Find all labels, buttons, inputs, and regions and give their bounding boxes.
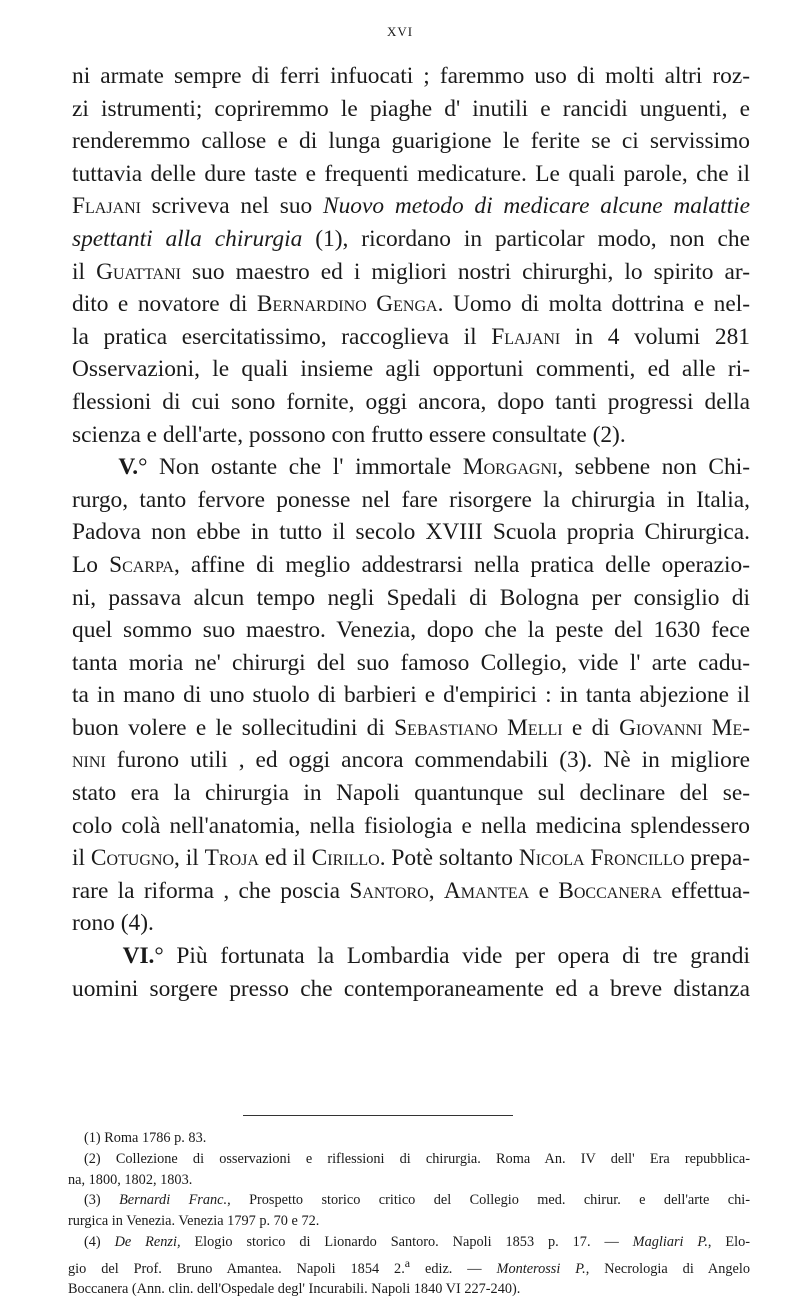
body-line: la pratica esercitatissimo, raccoglieva il Flajani in 4 volumi 281 — [72, 323, 750, 350]
body-line: stato era la chirurgia in Napoli quantunque sul declinare del se- — [72, 780, 750, 807]
footnote-continuation: gio del Prof. Bruno Amantea. Napoli 1854 2.$^a$ ediz. — Monterossi P., Necrologia di Angelo — [68, 1255, 751, 1277]
footnote-continuation: na, 1800, 1802, 1803. — [68, 1171, 193, 1188]
body-line: dito e novatore di Bernardino Genga. Uomo di molta dottrina e nel- — [72, 291, 751, 318]
footnote: (2) Collezione di osservazioni e riflessioni di chirurgia. Roma An. IV dell' Era repubblica- — [84, 1150, 750, 1167]
citation-author: Bernardi Franc. — [119, 1192, 228, 1209]
body-line: colo colà nell'anatomia, nella fisiologia e nella medicina splendessero — [72, 812, 750, 839]
body-text — [72, 60, 750, 1005]
footnote-continuation: Boccanera (Ann. clin. dell'Ospedale degl' Incurabili. Napoli 1840 VI 227-240). — [68, 1281, 521, 1298]
citation-author: Monterossi P. — [496, 1260, 586, 1277]
body-line: rurgo, tanto fervore ponesse nel fare risorgere la chirurgia in Italia, — [72, 486, 750, 513]
book-title: Nuovo metodo di medicare alcune malattie — [323, 193, 751, 220]
author-name: Cirillo — [311, 845, 380, 872]
citation-author: Magliari P. — [632, 1233, 708, 1250]
author-name: Flajani — [72, 193, 142, 220]
body-line: flessioni di cui sono fornite, oggi ancora, dopo tanti progressi della — [72, 388, 750, 415]
page-number: XVI — [386, 24, 414, 39]
footnote: (4) De Renzi, Elogio storico di Lionardo Santoro. Napoli 1853 p. 17. — Magliari P., Elo- — [84, 1233, 751, 1250]
author-name: Guattani — [96, 258, 181, 285]
body-line: il Cotugno, il Troja ed il Cirillo. Potè soltanto Nicola Froncillo prepa- — [72, 845, 750, 872]
body-line: VI.° Più fortunata la Lombardia vide per opera di tre grandi — [122, 943, 750, 970]
body-line: zi istrumenti; copriremmo le piaghe d' inutili e rancidi unguenti, e — [72, 95, 750, 122]
author-name: Flajani — [491, 323, 561, 350]
book-title: spettanti alla chirurgia — [72, 225, 303, 252]
body-line: tanta moria ne' chirurgi del suo famoso Collegio, vide l' arte cadu- — [72, 649, 750, 676]
author-name: Santoro — [349, 877, 429, 904]
body-line: Padova non ebbe in tutto il secolo XVIII Scuola propria Chirurgica. — [72, 519, 750, 546]
author-name: Amantea — [443, 877, 530, 904]
body-line: Osservazioni, le quali insieme agli opportuni commenti, ed alle ri- — [72, 356, 750, 383]
body-line: renderemmo callose e di lunga guarigione le ferite se ci servissimo — [72, 128, 750, 155]
body-line: Flajani scriveva nel suo Nuovo metodo di medicare alcune malattie — [72, 193, 751, 220]
body-line: tuttavia delle dure taste e frequenti medicature. Le quali parole, che il — [72, 160, 750, 187]
body-line: Lo Scarpa, affine di meglio addestrarsi nella pratica delle operazio- — [72, 551, 750, 578]
body-line: scienza e dell'arte, possono con frutto essere consultate (2). — [72, 421, 626, 448]
body-line: V.° Non ostante che l' immortale Morgagni, sebbene non Chi- — [118, 454, 750, 481]
body-line: ni armate sempre di ferri infuocati ; faremmo uso di molti altri roz- — [72, 63, 750, 89]
body-line: rare la riforma , che poscia Santoro, Amantea e Boccanera effettua- — [72, 877, 750, 904]
body-line: rono (4). — [72, 910, 154, 937]
body-line: quel sommo suo maestro. Venezia, dopo che la peste del 1630 fece — [72, 617, 750, 644]
author-name: Morgagni — [462, 454, 558, 481]
body-line: ta in mano di uno stuolo di barbieri e d'empirici : in tanta abjezione il — [72, 682, 750, 709]
superscript: a — [404, 1255, 411, 1270]
citation-author: De Renzi, — [114, 1233, 181, 1250]
body-line: il Guattani suo maestro ed i migliori nostri chirurghi, lo spirito ar- — [72, 258, 750, 285]
body-line: ni, passava alcun tempo negli Spedali di Bologna per consiglio di — [72, 584, 750, 611]
author-name: Scarpa — [109, 551, 174, 578]
body-line: nini furono utili , ed oggi ancora commendabili (3). Nè in migliore — [72, 747, 750, 774]
author-name: Bernardino Genga — [256, 291, 438, 318]
author-name: Troja — [204, 845, 259, 872]
author-name: Nicola Froncillo — [518, 845, 685, 872]
body-line: buon volere e le sollecitudini di Sebastiano Melli e di Giovanni Me- — [72, 714, 751, 741]
body-line: uomini sorgere presso che contemporaneamente ed a breve distanza — [72, 975, 750, 1002]
author-name: nini — [72, 747, 106, 774]
author-name: Boccanera — [558, 877, 662, 904]
section-number: VI. — [122, 943, 155, 970]
author-name: Cotugno — [90, 845, 175, 872]
author-name: Giovanni Me- — [619, 714, 751, 741]
section-number: V. — [118, 454, 139, 481]
footnote: (1) Roma 1786 p. 83. — [84, 1130, 207, 1146]
footnote-divider — [243, 1115, 513, 1116]
footnote: (3) Bernardi Franc., Prospetto storico critico del Collegio med. chirur. e dell'arte chi- — [84, 1192, 750, 1209]
author-name: Sebastiano Melli — [394, 714, 563, 741]
footnote-continuation: rurgica in Venezia. Venezia 1797 p. 70 e 72. — [68, 1213, 320, 1230]
footnotes — [68, 1128, 750, 1300]
body-line: spettanti alla chirurgia (1), ricordano in particolar modo, non che — [72, 225, 751, 252]
